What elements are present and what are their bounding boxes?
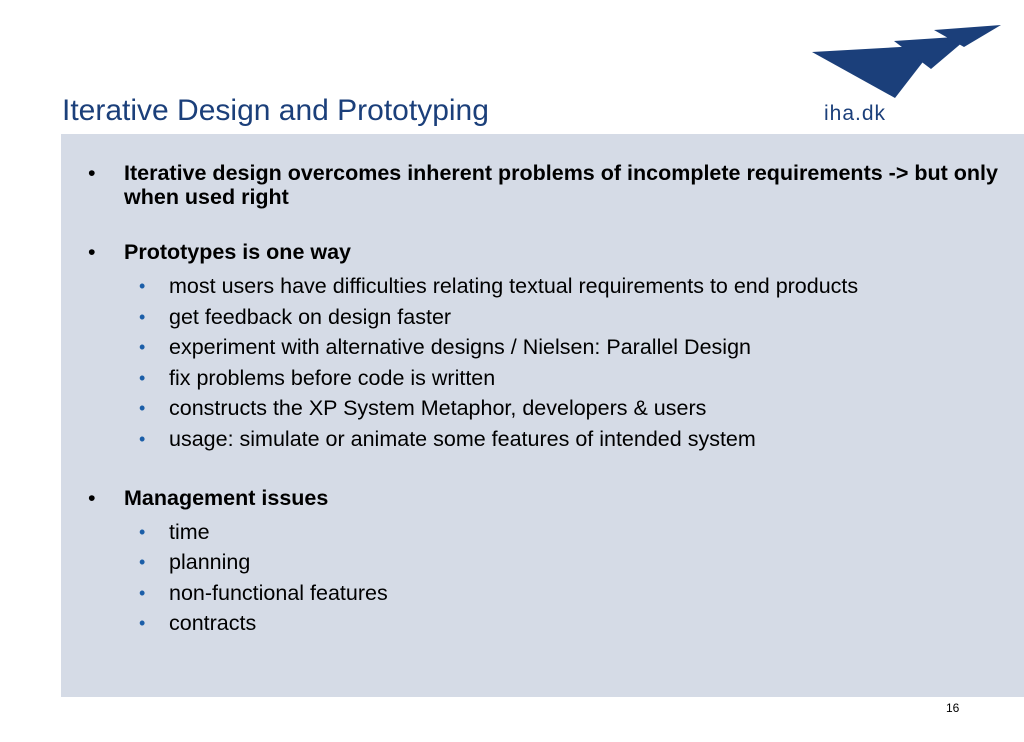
sub-bullet-item xyxy=(124,547,1016,578)
logo-text: iha.dk xyxy=(824,102,887,125)
sub-bullet-text: fix problems before code is written xyxy=(169,365,496,390)
sub-bullet-text: contracts xyxy=(169,611,257,636)
sub-bullet-icon: • xyxy=(139,367,146,388)
sub-bullet-item xyxy=(124,271,1016,302)
sub-bullet-item xyxy=(124,424,1016,455)
sub-bullet-item xyxy=(124,578,1016,609)
sub-bullet-icon: • xyxy=(139,398,146,419)
sub-bullet-item xyxy=(124,608,1016,639)
logo-chevrons-icon xyxy=(808,22,1004,102)
sub-bullet-text: most users have difficulties relating textual requirements to end products xyxy=(169,274,859,298)
sub-bullet-text: time xyxy=(169,519,210,544)
sub-bullet-text: non-functional features xyxy=(169,580,388,605)
sub-bullet-item xyxy=(124,332,1016,363)
sub-bullet-icon: • xyxy=(139,276,146,296)
sub-bullet-list xyxy=(124,517,1016,639)
sub-bullet-icon: • xyxy=(139,306,146,327)
sub-bullet-item xyxy=(124,302,1016,333)
sub-bullet-item xyxy=(124,363,1016,394)
bullet-item xyxy=(86,240,1016,455)
iha-logo xyxy=(808,22,1004,132)
bullet-item xyxy=(86,486,1016,639)
sub-bullet-text: usage: simulate or animate some features of intended system xyxy=(169,426,756,451)
sub-bullet-icon: • xyxy=(139,613,146,634)
sub-bullet-item xyxy=(124,517,1016,548)
sub-bullet-text: experiment with alternative designs / Nielsen: Parallel Design xyxy=(169,335,751,360)
sub-bullet-list xyxy=(124,271,1016,455)
sub-bullet-text: get feedback on design faster xyxy=(169,304,452,329)
sub-bullet-icon: • xyxy=(139,521,146,542)
sub-bullet-icon: • xyxy=(139,337,146,358)
bullet-icon: • xyxy=(88,240,96,264)
sub-bullet-icon: • xyxy=(139,582,146,603)
slide-title: Iterative Design and Prototyping xyxy=(62,94,489,127)
bullet-icon: • xyxy=(88,485,96,510)
bullet-text: Prototypes is one way xyxy=(124,240,352,264)
sub-bullet-icon: • xyxy=(139,552,146,573)
bullet-text: Management issues xyxy=(124,485,329,510)
sub-bullet-item xyxy=(124,393,1016,424)
page-number: 16 xyxy=(946,701,960,715)
sub-bullet-text: constructs the XP System Metaphor, developers & users xyxy=(169,396,707,421)
bullet-text: Iterative design overcomes inherent problems of incomplete requirements -> but only when used right xyxy=(124,161,998,209)
content-panel xyxy=(61,134,1024,697)
bullet-list xyxy=(86,161,1016,670)
sub-bullet-text: planning xyxy=(169,550,251,575)
bullet-icon: • xyxy=(88,161,96,185)
bullet-item xyxy=(86,161,1016,209)
sub-bullet-icon: • xyxy=(139,428,146,449)
